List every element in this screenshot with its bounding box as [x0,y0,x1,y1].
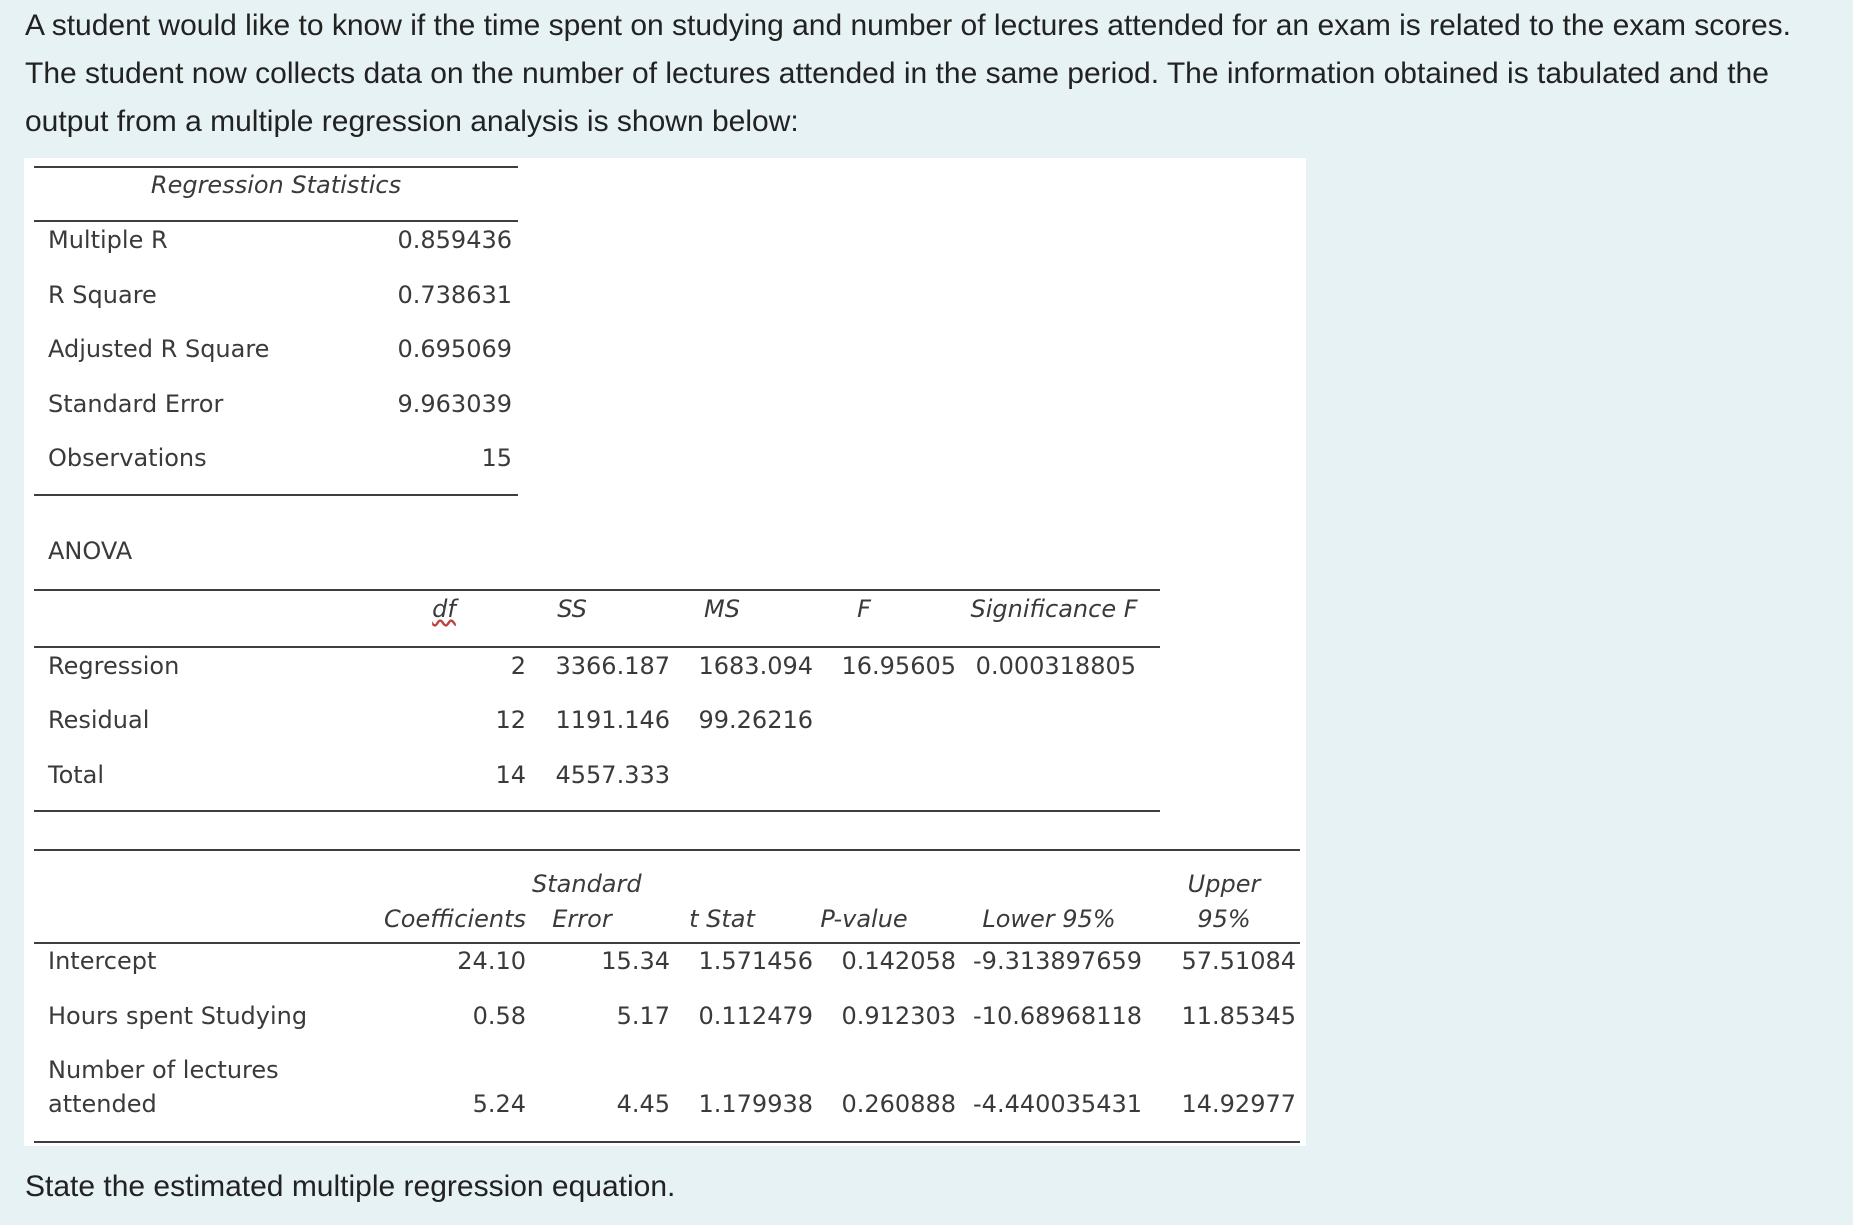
anova-f: 16.95605 [841,652,956,680]
coef-header-upper: Upper [1187,870,1261,898]
anova-row-label: Regression [48,652,180,680]
table-rule [34,810,1160,812]
table-rule [34,589,1160,591]
coef-standard-error: 15.34 [601,947,670,975]
anova-significance-f: 0.000318805 [975,652,1136,680]
anova-ss: 3366.187 [555,652,670,680]
table-rule [34,494,518,496]
coef-p-value: 0.912303 [841,1002,956,1030]
coef-value: 24.10 [457,947,526,975]
coef-value: 5.24 [472,1090,526,1118]
anova-ms: 99.26216 [698,706,813,734]
stat-label: Standard Error [48,390,224,418]
coef-header-p-value: P-value [820,905,908,933]
anova-header-significance-f: Significance F [970,595,1138,623]
coef-row-label: Hours spent Studying [48,1002,308,1030]
table-rule [34,166,518,168]
anova-header-ss: SS [557,595,587,623]
anova-ms: 1683.094 [698,652,813,680]
coef-t-stat: 1.179938 [698,1090,813,1118]
anova-header-df: df [432,595,456,623]
table-rule [34,646,1160,648]
anova-ss: 4557.333 [555,761,670,789]
stat-label: Observations [48,444,207,472]
coef-header-coefficients: Coefficients [384,905,526,933]
coef-upper-95: 14.92977 [1181,1090,1296,1118]
coef-lower-95: -9.313897659 [973,947,1142,975]
coef-header-error: Error [552,905,612,933]
coef-standard-error: 5.17 [616,1002,670,1030]
coef-upper-95: 57.51084 [1181,947,1296,975]
stat-value: 15 [481,444,512,472]
anova-row-label: Total [48,761,105,789]
stat-label: Multiple R [48,226,168,254]
question-prompt: State the estimated multiple regression equation. [25,1170,676,1203]
anova-header-f: F [857,595,871,623]
coef-header-95: 95% [1197,905,1251,933]
coef-p-value: 0.142058 [841,947,956,975]
anova-df: 12 [495,706,526,734]
coef-standard-error: 4.45 [616,1090,670,1118]
coef-t-stat: 0.112479 [698,1002,813,1030]
coef-header-standard: Standard [532,870,642,898]
anova-ss: 1191.146 [555,706,670,734]
stat-value: 9.963039 [397,390,512,418]
stat-value: 0.859436 [397,226,512,254]
coef-lower-95: -4.440035431 [973,1090,1142,1118]
anova-header-ms: MS [704,595,740,623]
coef-header-t-stat: t Stat [689,905,755,933]
stat-value: 0.738631 [397,281,512,309]
regression-output-table [24,158,1306,1146]
table-rule [34,220,518,222]
coef-row-label-continued: attended [48,1090,157,1118]
coef-row-label: Intercept [48,947,157,975]
coef-row-label: Number of lectures [48,1056,279,1084]
coef-lower-95: -10.68968118 [973,1002,1142,1030]
coef-value: 0.58 [472,1002,526,1030]
stat-value: 0.695069 [397,335,512,363]
stat-label: Adjusted R Square [48,335,270,363]
anova-df: 14 [495,761,526,789]
coef-t-stat: 1.571456 [698,947,813,975]
stat-label: R Square [48,281,157,309]
question-intro: A student would like to know if the time spent on studying and number of lectures attended for an exam is related to the exam scores. The student now collects data on the number of lectures attended in the same period. The information obtained is tabulated and the output from a multiple regression analysis is shown below: [25,9,1791,138]
regression-statistics-title: Regression Statistics [150,171,402,199]
coef-p-value: 0.260888 [841,1090,956,1118]
coef-header-lower-95: Lower 95% [982,905,1116,933]
anova-row-label: Residual [48,706,150,734]
anova-title: ANOVA [48,537,133,565]
table-rule [34,942,1300,944]
coef-upper-95: 11.85345 [1181,1002,1296,1030]
table-rule [34,1141,1300,1143]
anova-df: 2 [510,652,526,680]
table-rule [34,849,1300,851]
